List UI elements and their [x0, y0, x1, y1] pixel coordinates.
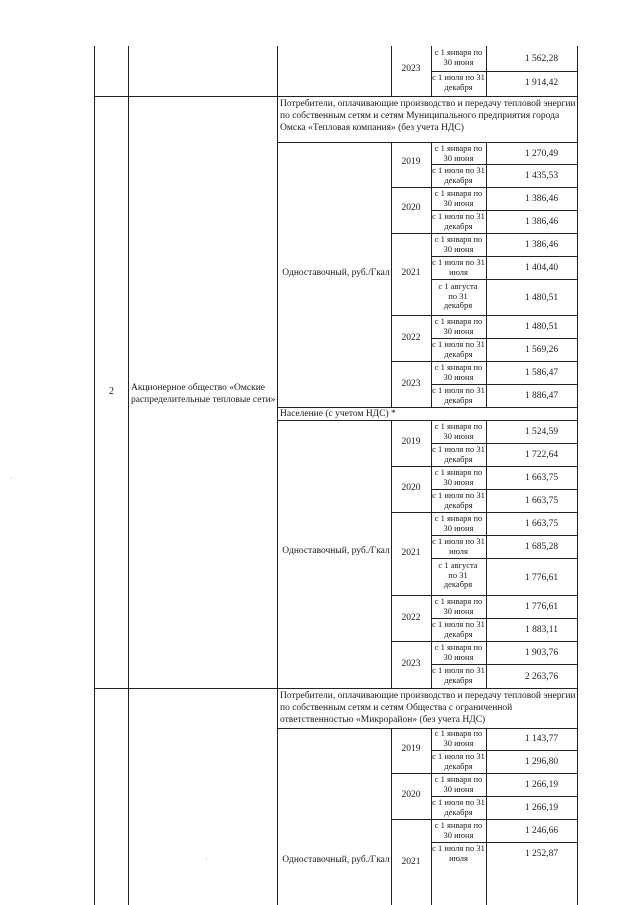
period-cell: с 1 июля по 31 июля [432, 843, 485, 863]
period-cell: с 1 июля по 31 декабря [432, 444, 485, 464]
value-cell: 1 266,19 [524, 803, 559, 813]
year-cell: 2023 [401, 379, 421, 389]
year-cell: 2021 [401, 857, 421, 867]
period-cell: с 1 января по 30 июня [434, 728, 483, 748]
period-cell: с 1 января по 30 июня [434, 143, 483, 163]
tariff-type: Одноставочный, руб./Гкал [282, 855, 390, 865]
col-border-org [277, 46, 278, 905]
value-cell: 1 562,28 [524, 54, 559, 64]
period-cell: с 1 января по 30 июня [434, 513, 483, 533]
row-line [391, 361, 577, 362]
col-border-period-4 [486, 728, 487, 905]
year-cell: 2020 [401, 790, 421, 800]
value-cell: 1 246,66 [524, 826, 559, 836]
period-cell: с 1 июля по 31 июля [432, 257, 485, 277]
value-cell: 1 569,26 [524, 345, 559, 355]
period-cell: с 1 января по 30 июня [434, 316, 483, 336]
value-cell: 1 886,47 [524, 391, 559, 401]
value-cell: 1 776,61 [524, 602, 559, 612]
period-cell: с 1 января по 30 июня [434, 234, 483, 254]
row-border-entry2-top [94, 96, 577, 97]
row-border-s2-title-bottom [277, 420, 577, 421]
row-line [391, 512, 577, 513]
value-cell: 1 143,77 [524, 734, 559, 744]
period-cell: с 1 января по 30 июня [434, 421, 483, 441]
tariff-type: Одноставочный, руб./Гкал [282, 268, 390, 278]
col-border-num [128, 46, 129, 905]
year-cell: 2019 [401, 744, 421, 754]
row-border-entry3-top [94, 688, 577, 689]
value-cell: 1 386,46 [524, 194, 559, 204]
year-cell: 2020 [401, 483, 421, 493]
row-line [431, 558, 577, 559]
value-cell: 1 722,64 [524, 450, 559, 460]
consumer-group-title: Потребители, оплачивающие производство и передачу тепловой энергии по собственным сетям и сетям Муниципального предприятия города Омска «Тепловая компания» (без учета НДС) [280, 99, 576, 133]
year-cell: 2019 [401, 157, 421, 167]
value-cell: 1 663,75 [524, 473, 559, 483]
period-cell: с 1 января по 30 июня [434, 47, 483, 67]
row-line [391, 466, 577, 467]
row-line [391, 641, 577, 642]
value-cell: 1 386,46 [524, 217, 559, 227]
col-border-type-4 [391, 728, 392, 905]
value-cell: 1 586,47 [524, 368, 559, 378]
year-cell: 2023 [401, 64, 421, 74]
period-cell: с 1 января по 30 июня [434, 774, 483, 794]
value-cell: 1 435,53 [524, 171, 559, 181]
year-cell: 2022 [401, 333, 421, 343]
value-cell: 1 903,76 [524, 648, 559, 658]
period-cell: с 1 июля по 31 декабря [432, 211, 485, 231]
organization-name: Акционерное общество «Омские распределительные тепловые сети» [131, 383, 276, 405]
period-cell: с 1 июля по 31 декабря [432, 72, 485, 92]
period-cell: с 1 января по 30 июня [434, 467, 483, 487]
value-cell: 1 914,42 [524, 78, 559, 88]
consumer-group-title: Население (с учетом НДС) * [280, 409, 396, 419]
row-border-s1-title [277, 142, 577, 143]
scan-speck: · [10, 474, 13, 483]
col-border-right [577, 46, 578, 905]
row-line [391, 315, 577, 316]
value-cell: 1 480,51 [524, 293, 559, 303]
year-cell: 2023 [401, 659, 421, 669]
row-line [391, 595, 577, 596]
scan-speck: · [205, 855, 208, 864]
year-cell: 2021 [401, 548, 421, 558]
period-cell: с 1 января по 30 июня [434, 820, 483, 840]
row-line [391, 233, 577, 234]
value-cell: 1 480,51 [524, 322, 559, 332]
value-cell: 1 776,61 [524, 573, 559, 583]
value-cell: 1 883,11 [525, 625, 558, 635]
value-cell: 1 296,80 [524, 757, 559, 767]
value-cell: 1 252,87 [524, 849, 559, 859]
value-cell: 1 663,75 [524, 519, 559, 529]
tariff-type: Одноставочный, руб./Гкал [282, 546, 390, 556]
value-cell: 1 663,75 [524, 496, 559, 506]
period-cell: с 1 июля по 31 июля [432, 536, 485, 556]
col-border-left [94, 46, 95, 905]
row-line [431, 279, 577, 280]
year-cell: 2019 [401, 437, 421, 447]
value-cell: 1 685,28 [524, 542, 559, 552]
row-number: 2 [109, 386, 114, 397]
year-cell: 2020 [401, 203, 421, 213]
row-line [391, 773, 577, 774]
year-cell: 2022 [401, 613, 421, 623]
period-cell: с 1 июля по 31 декабря [432, 385, 485, 405]
period-cell: с 1 июля по 31 декабря [432, 619, 485, 639]
period-cell: с 1 августа по 31 декабря [438, 560, 478, 589]
col-border-period-3 [486, 420, 487, 688]
value-cell: 1 386,46 [524, 240, 559, 250]
period-cell: с 1 июля по 31 декабря [432, 339, 485, 359]
period-cell: с 1 января по 30 июня [434, 362, 483, 382]
value-cell: 2 263,76 [524, 672, 559, 682]
col-border-period-2 [486, 142, 487, 407]
period-cell: с 1 января по 30 июня [434, 642, 483, 662]
row-border-s3-title [277, 728, 577, 729]
row-line [391, 819, 577, 820]
period-cell: с 1 января по 30 июня [434, 188, 483, 208]
period-cell: с 1 августа по 31 декабря [438, 281, 478, 310]
period-cell: с 1 июля по 31 декабря [432, 490, 485, 510]
period-cell: с 1 июля по 31 декабря [432, 665, 485, 685]
value-cell: 1 524,59 [524, 427, 559, 437]
year-cell: 2021 [401, 268, 421, 278]
value-cell: 1 266,19 [524, 780, 559, 790]
period-cell: с 1 июля по 31 декабря [432, 165, 485, 185]
consumer-group-title: Потребители, оплачивающие производство и передачу тепловой энергии по собственным сетям и сетям Общества с ограниченной ответственностью «Микрорайон» (без учета НДС) [280, 691, 576, 725]
period-cell: с 1 января по 30 июня [434, 596, 483, 616]
value-cell: 1 270,49 [524, 149, 559, 159]
period-cell: с 1 июля по 31 декабря [432, 751, 485, 771]
row-line [391, 187, 577, 188]
period-cell: с 1 июля по 31 декабря [432, 797, 485, 817]
value-cell: 1 404,40 [524, 263, 559, 273]
